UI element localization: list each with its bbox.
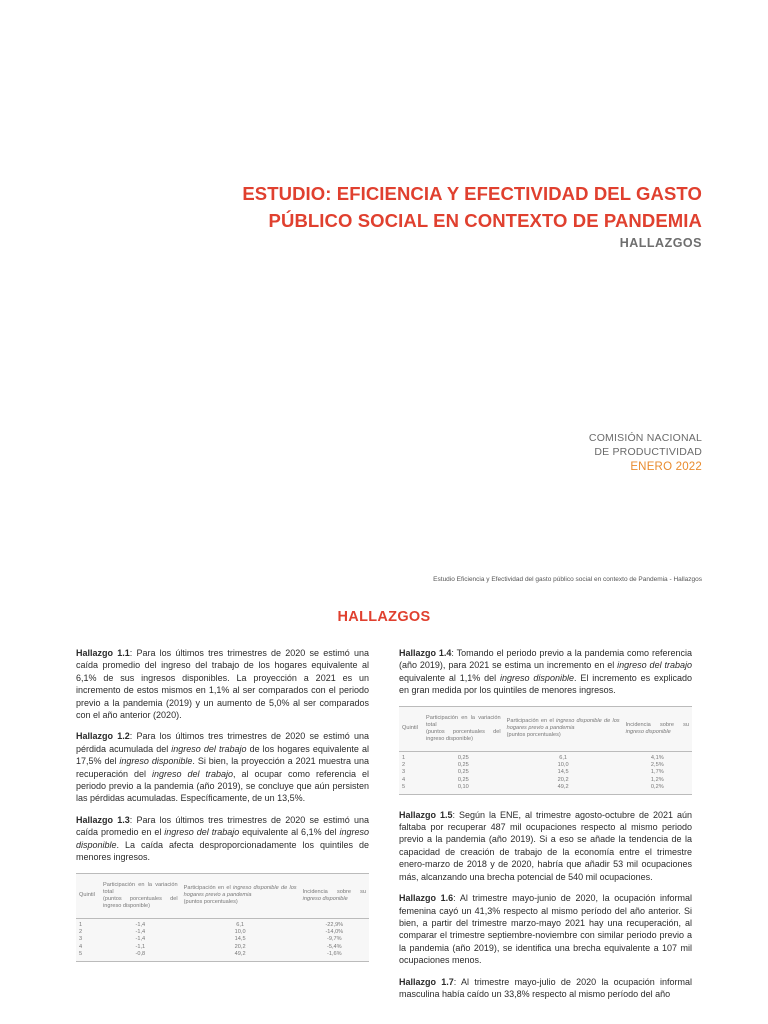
document-subtitle: HALLAZGOS [619, 236, 702, 250]
section-title: HALLAZGOS [337, 609, 431, 625]
table-row: 5 -0,8 49,2 -1,6% [79, 951, 342, 958]
table-header-incidence: Incidencia sobre su ingreso disponible [623, 706, 692, 751]
finding-1-2: Hallazgo 1.2: Para los últimos tres trimestres de 2020 se estimó una pérdida acumulada del ingreso del trabajo de los hogares equivalente al 17,5% del ingreso disponible. Si bien, la proyección a 2021 muestra una recuperación del ingreso del trabajo, al ocupar como referencia el periodo previo a la pandemia (año 2019), se concluye que aún persisten las pérdidas acumuladas. Específicamente, de un 13,5%. [76, 731, 369, 804]
org-line-1: COMISIÓN NACIONAL [588, 432, 702, 444]
running-header: Estudio Eficiencia y Efectividad del gasto público social en contexto de Pandemia - Hallazgos [433, 576, 702, 583]
table-row: 5 0,10 49,2 0,2% [402, 784, 664, 791]
publication-date: ENERO 2022 [630, 461, 702, 473]
table-header-variation: Participación en la variación total (puntos porcentuales del ingreso disponible) [100, 873, 181, 918]
title-line-1: ESTUDIO: EFICIENCIA Y EFECTIVIDAD DEL GASTO [242, 183, 702, 204]
finding-1-6: Hallazgo 1.6: Al trimestre mayo-junio de 2020, la ocupación informal femenina cayó un 41,3% respecto al mismo período del año anterior. Si bien, a partir del trimestre marzo-mayo 2021 hay una recuperación, al comparar el trimestre septiembre-noviembre con similar periodo previo a la pandemia (año 2019), se identifica una brecha equivalente a 107 mil ocupaciones menos. [399, 893, 692, 966]
table-header-incidence: Incidencia sobre su ingreso disponible [300, 873, 369, 918]
document-title [142, 180, 702, 234]
table-header-quintil: Quintil [399, 706, 423, 751]
finding-1-5: Hallazgo 1.5: Según la ENE, al trimestre agosto-octubre de 2021 aún faltaba por recuperar 487 mil ocupaciones respecto al mismo periodo previo a la pandemia (año 2019). Si a eso se añade la tendencia de la capacidad de creación de trabajo de la economía entre el trimestre enero-marzo de 2018 y de 2020, habría que añadir 53 mil ocupaciones más, alcanzando una brecha potencial de 540 mil ocupaciones. [399, 809, 692, 882]
org-line-2: DE PRODUCTIVIDAD [594, 446, 702, 458]
right-column [399, 647, 692, 1009]
table-row: 2 0,25 10,0 2,5% [402, 762, 664, 769]
finding-1-4: Hallazgo 1.4: Tomando el periodo previo a la pandemia como referencia (año 2019), para 2021 se estima un incremento en el ingreso del trabajo equivalente al 1,1% del ingreso disponible. El incremento es explicado en gran medida por los quintiles de menores ingresos. [399, 648, 692, 696]
finding-1-1: Hallazgo 1.1: Para los últimos tres trimestres de 2020 se estimó una caída promedio del ingreso del trabajo de los hogares equivalente al 6,1% de sus ingresos disponibles. La proyección a 2021 es un incremento de estos mismos en 1,1% al ser comparados con el periodo previo a la pandemia (2019) y un aumento de 5,0% al ser comparados con el año anterior (2020). [76, 648, 369, 721]
organization-block [589, 431, 702, 474]
table-row: 2 -1,4 10,0 -14,0% [79, 928, 344, 935]
left-column [76, 647, 369, 976]
table-row: 1 -1,4 6,1 -22,9% [79, 921, 344, 928]
quintile-table-2020 [76, 873, 369, 962]
table-header-participation: Participación en el ingreso disponible de los hogares previo a pandemia (puntos porcentuales) [504, 706, 623, 751]
table-row: 4 0,25 20,2 1,2% [402, 776, 664, 783]
table-row: 1 0,25 6,1 4,1% [402, 754, 664, 761]
quintile-table-2021 [399, 706, 692, 795]
table-row: 4 -1,1 20,2 -5,4% [79, 943, 342, 950]
table-row: 3 0,25 14,5 1,7% [402, 769, 664, 776]
table-header-quintil: Quintil [76, 873, 100, 918]
table-row: 3 -1,4 14,5 -9,7% [79, 936, 342, 943]
table-header-variation: Participación en la variación total (puntos porcentuales del ingreso disponible) [423, 706, 504, 751]
title-line-2: PÚBLICO SOCIAL EN CONTEXTO DE PANDEMIA [268, 210, 702, 231]
finding-1-7: Hallazgo 1.7: Al trimestre mayo-julio de 2020 la ocupación informal masculina había caído un 33,8% respecto al mismo período del año [399, 976, 692, 999]
finding-1-3: Hallazgo 1.3: Para los últimos tres trimestres de 2020 se estimó una caída promedio en el ingreso del trabajo equivalente al 6,1% del ingreso disponible. La caída afecta desproporcionadamente los quintiles de menores ingresos. [76, 814, 369, 863]
table-header-participation: Participación en el ingreso disponible de los hogares previo a pandemia (puntos porcentuales) [181, 873, 300, 918]
